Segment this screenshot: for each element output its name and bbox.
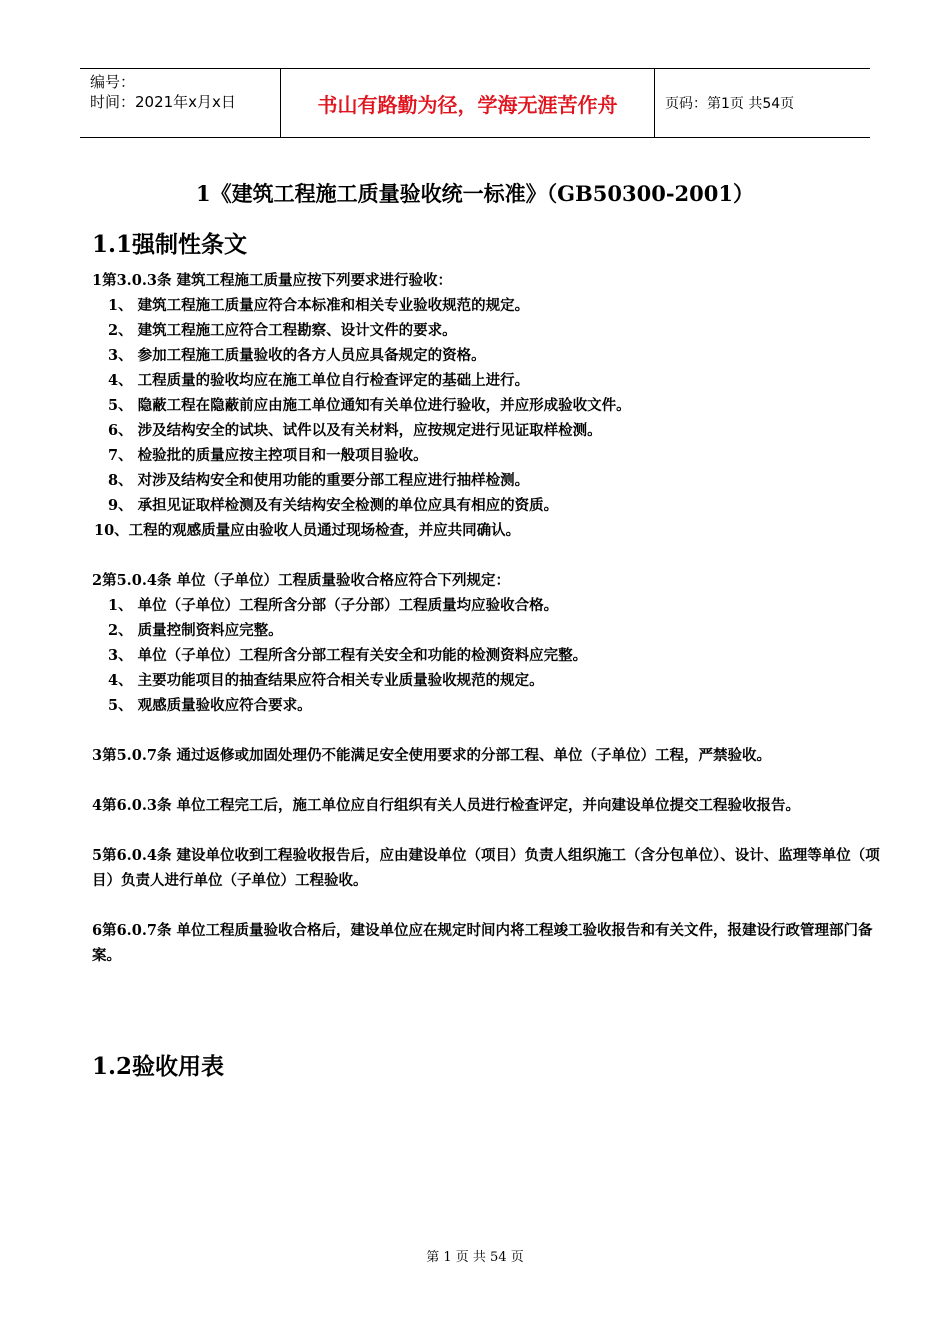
clause-1-item: 2、 建筑工程施工应符合工程勘察、设计文件的要求。 — [108, 322, 457, 339]
clause-2-head: 2第5.0.4条 单位（子单位）工程质量验收合格应符合下列规定： — [92, 572, 510, 589]
clause-1-item: 6、 涉及结构安全的试块、试件以及有关材料，应按规定进行见证取样检测。 — [108, 422, 602, 439]
clause-2-item: 1、 单位（子单位）工程所含分部（子分部）工程质量均应验收合格。 — [108, 597, 559, 614]
page-footer: 第 1 页 共 54 页 — [426, 1250, 524, 1265]
page-header — [80, 68, 870, 138]
section-title-1-2: 1.2验收用表 — [92, 1053, 225, 1080]
header-page-info: 页码：第1页 共54页 — [665, 96, 795, 112]
header-meta — [80, 69, 281, 137]
clause-2-item: 4、 主要功能项目的抽查结果应符合相关专业质量验收规范的规定。 — [108, 672, 544, 689]
clause-2-item: 3、 单位（子单位）工程所含分部工程有关安全和功能的检测资料应完整。 — [108, 647, 588, 664]
document-title: 1《建筑工程施工质量验收统一标准》（GB50300-2001） — [195, 181, 755, 206]
clause-1-item: 1、 建筑工程施工质量应符合本标准和相关专业验收规范的规定。 — [108, 297, 530, 314]
clauses-content — [92, 268, 882, 968]
clause-1-item: 5、 隐蔽工程在隐蔽前应由施工单位通知有关单位进行验收，并应形成验收文件。 — [108, 397, 631, 414]
clause-5: 5第6.0.4条 建设单位收到工程验收报告后，应由建设单位（项目）负责人组织施工（含分包单位）、设计、监理等单位（项目）负责人进行单位（子单位）工程验收。 — [92, 847, 880, 889]
section-title-1-1: 1.1强制性条文 — [92, 231, 248, 258]
clause-6: 6第6.0.7条 单位工程质量验收合格后，建设单位应在规定时间内将工程竣工验收报告和有关文件，报建设行政管理部门备案。 — [92, 922, 873, 964]
clause-2-item: 2、 质量控制资料应完整。 — [108, 622, 283, 639]
header-motto: 书山有路勤为径，学海无涯苦作舟 — [281, 69, 655, 137]
number-label: 编号： — [90, 73, 136, 91]
clause-1-item: 8、 对涉及结构安全和使用功能的重要分部工程应进行抽样检测。 — [108, 472, 530, 489]
clause-1-item: 9、 承担见证取样检测及有关结构安全检测的单位应具有相应的资质。 — [108, 497, 559, 514]
clause-1-item: 4、 工程质量的验收均应在施工单位自行检查评定的基础上进行。 — [108, 372, 530, 389]
clause-3: 3第5.0.7条 通过返修或加固处理仍不能满足安全使用要求的分部工程、单位（子单位）工程，严禁验收。 — [92, 747, 771, 764]
clause-1-item: 3、 参加工程施工质量验收的各方人员应具备规定的资格。 — [108, 347, 486, 364]
clause-1-item: 7、 检验批的质量应按主控项目和一般项目验收。 — [108, 447, 428, 464]
clause-2-item: 5、 观感质量验收应符合要求。 — [108, 697, 312, 714]
clause-1-item: 10、工程的观感质量应由验收人员通过现场检查，并应共同确认。 — [94, 522, 521, 539]
clause-4: 4第6.0.3条 单位工程完工后，施工单位应自行组织有关人员进行检查评定，并向建设单位提交工程验收报告。 — [92, 797, 800, 814]
clause-1-head: 1第3.0.3条 建筑工程施工质量应按下列要求进行验收： — [92, 272, 452, 289]
time-label: 时间：2021年x月x日 — [90, 93, 236, 111]
